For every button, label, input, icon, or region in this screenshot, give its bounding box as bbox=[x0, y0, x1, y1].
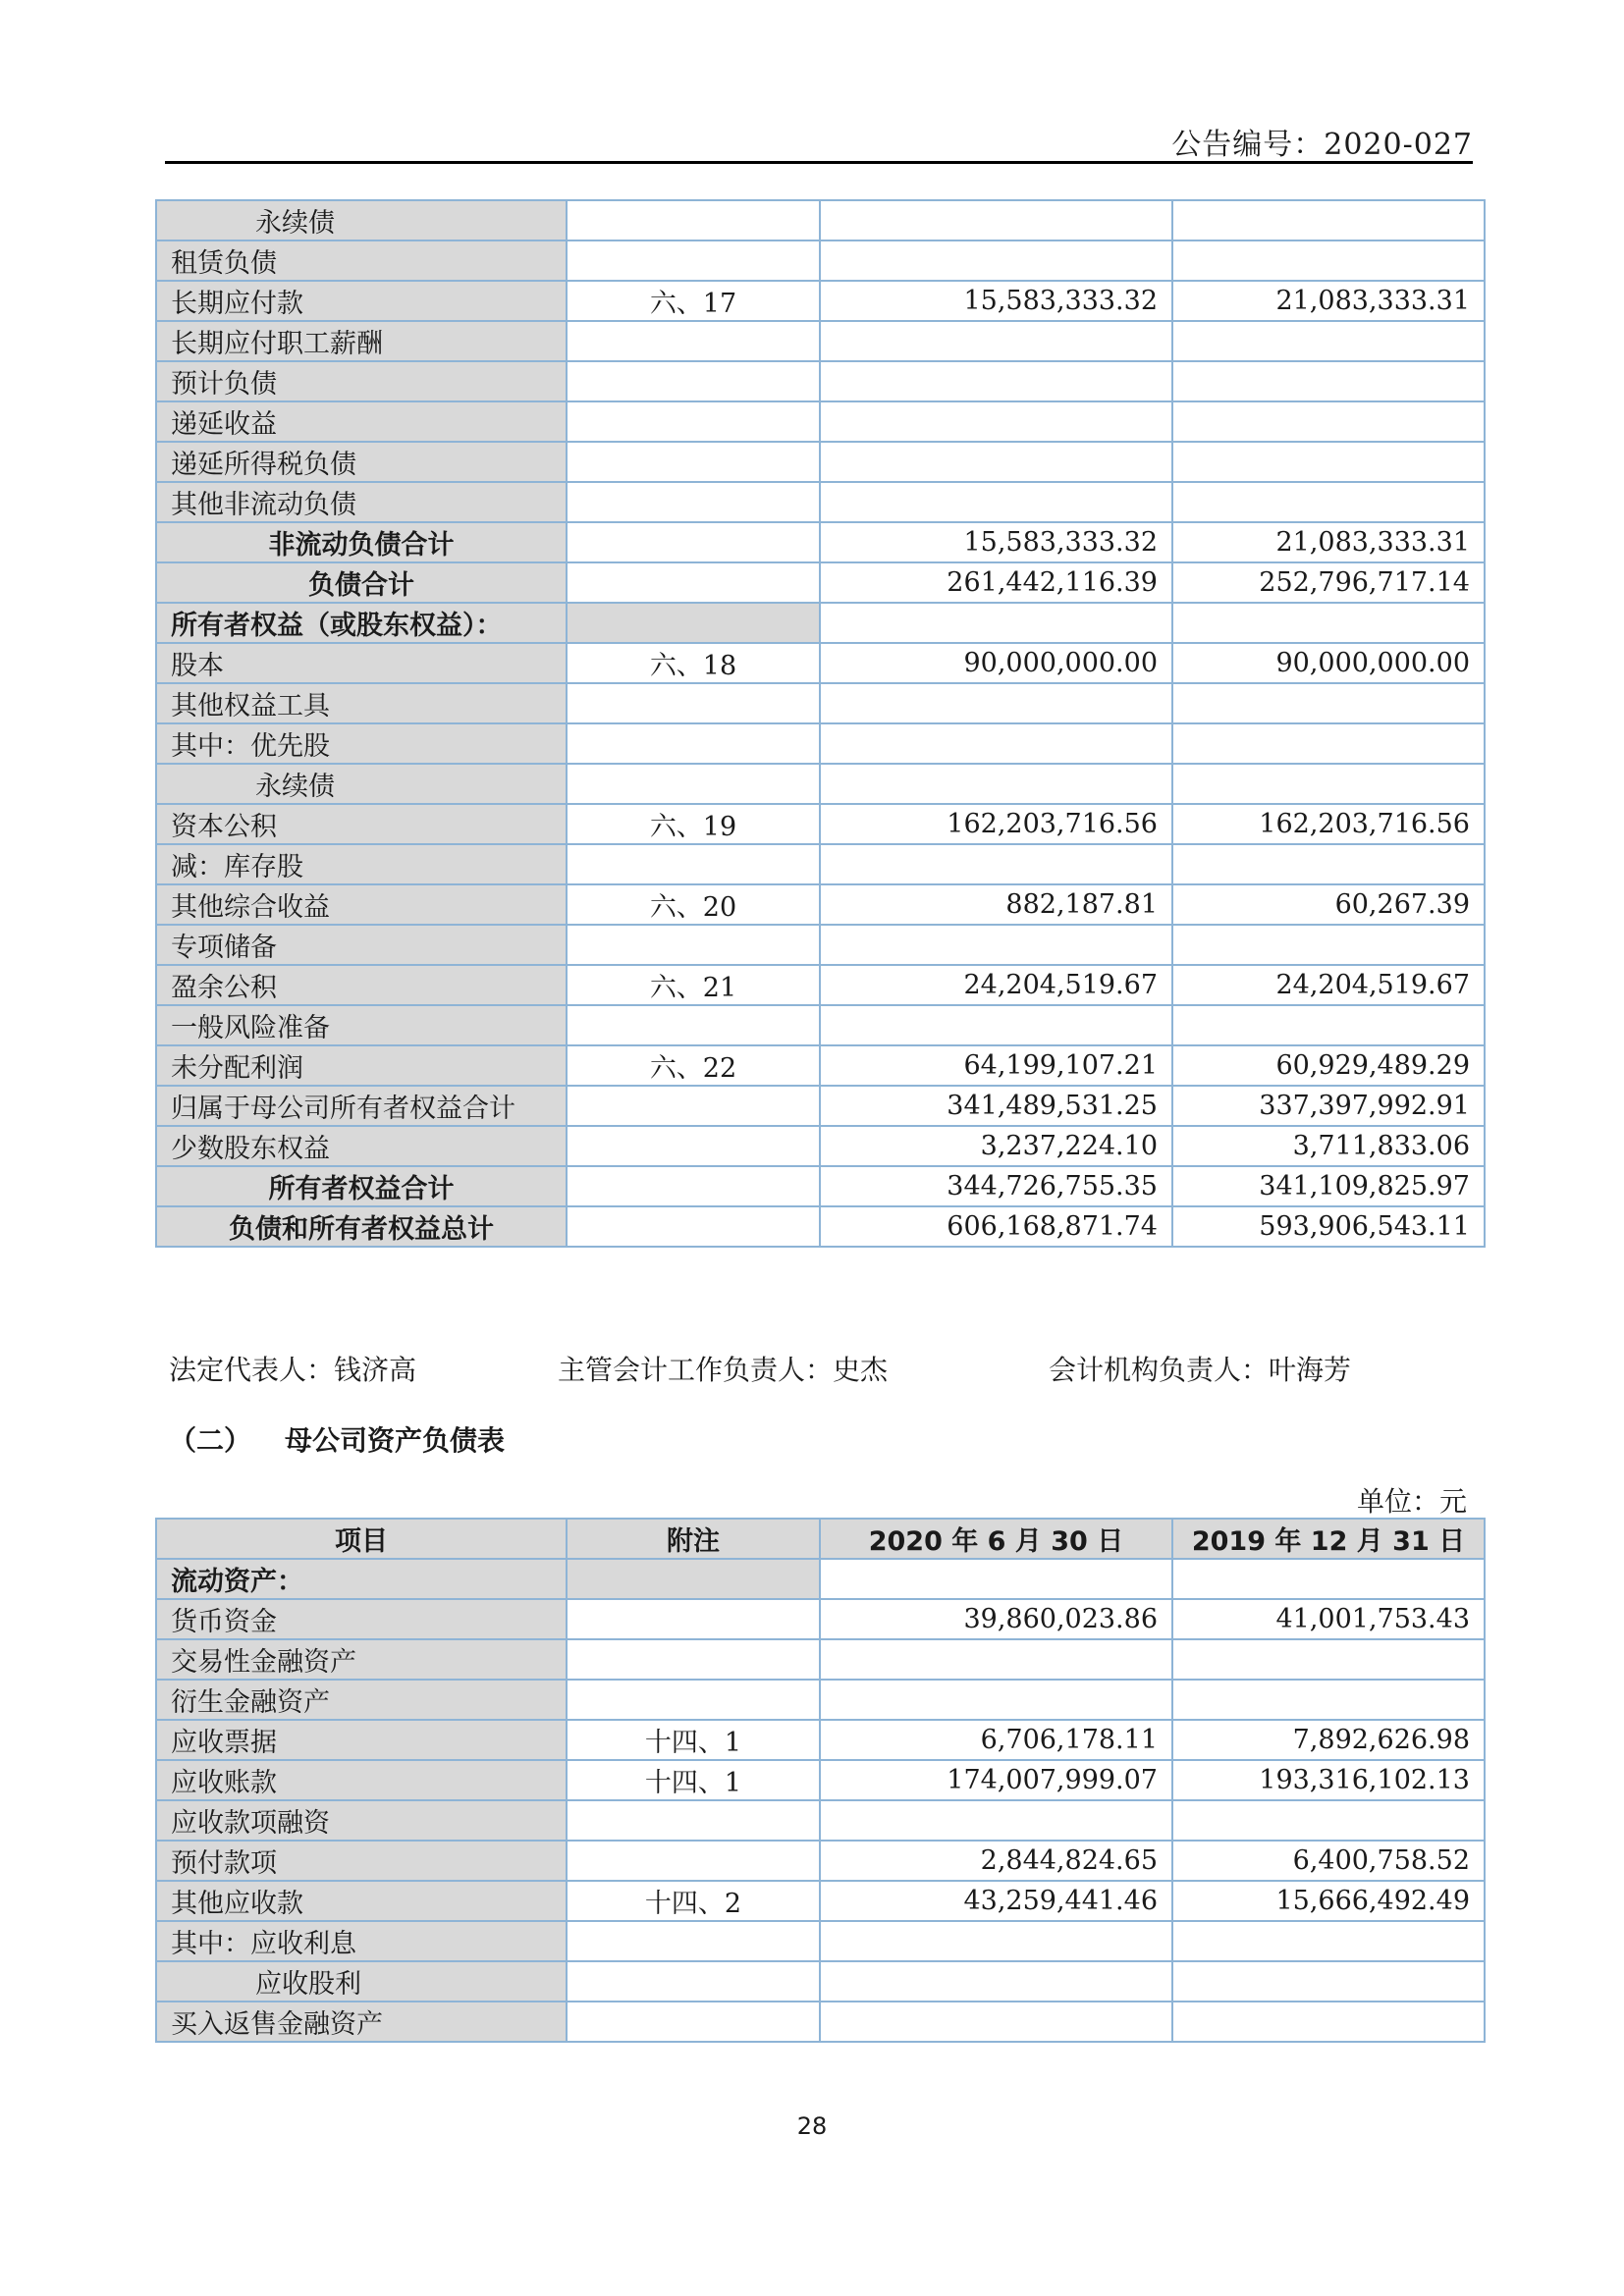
section-number: （二） bbox=[169, 1424, 252, 1457]
row-value-2020 bbox=[820, 442, 1172, 482]
row-item: 一般风险准备 bbox=[156, 1005, 567, 1045]
row-value-2019: 252,796,717.14 bbox=[1172, 562, 1485, 603]
header-rule bbox=[165, 161, 1473, 164]
table-row bbox=[156, 401, 1485, 442]
row-note bbox=[567, 522, 820, 562]
row-note: 六、22 bbox=[567, 1045, 820, 1086]
row-value-2020: 15,583,333.32 bbox=[820, 522, 1172, 562]
row-item: 负债合计 bbox=[156, 562, 567, 603]
unit-label: 单位：元 bbox=[1356, 1485, 1467, 1518]
row-value-2020 bbox=[820, 482, 1172, 522]
row-value-2019: 7,892,626.98 bbox=[1172, 1720, 1485, 1760]
row-item: 资本公积 bbox=[156, 804, 567, 844]
row-note bbox=[567, 683, 820, 723]
row-item: 其中：优先股 bbox=[156, 723, 567, 764]
row-note bbox=[567, 1086, 820, 1126]
row-value-2019: 337,397,992.91 bbox=[1172, 1086, 1485, 1126]
row-item: 长期应付款 bbox=[156, 281, 567, 321]
table-row bbox=[156, 925, 1485, 965]
row-item: 租赁负债 bbox=[156, 240, 567, 281]
table-row bbox=[156, 1599, 1485, 1639]
row-item: 衍生金融资产 bbox=[156, 1680, 567, 1720]
table-row bbox=[156, 1639, 1485, 1680]
row-value-2019 bbox=[1172, 925, 1485, 965]
table-row bbox=[156, 361, 1485, 401]
row-item: 归属于母公司所有者权益合计 bbox=[156, 1086, 567, 1126]
row-value-2019 bbox=[1172, 442, 1485, 482]
row-value-2019: 60,929,489.29 bbox=[1172, 1045, 1485, 1086]
table-row bbox=[156, 1720, 1485, 1760]
row-note bbox=[567, 200, 820, 240]
row-note: 十四、2 bbox=[567, 1881, 820, 1921]
row-value-2020 bbox=[820, 2002, 1172, 2042]
row-value-2019 bbox=[1172, 482, 1485, 522]
row-note: 六、21 bbox=[567, 965, 820, 1005]
row-value-2019: 24,204,519.67 bbox=[1172, 965, 1485, 1005]
row-item: 专项储备 bbox=[156, 925, 567, 965]
row-value-2019 bbox=[1172, 240, 1485, 281]
notice-number: 公告编号：2020-027 bbox=[1171, 128, 1473, 162]
header-note: 附注 bbox=[567, 1519, 820, 1559]
header-date-2020: 2020 年 6 月 30 日 bbox=[820, 1519, 1172, 1559]
table-row bbox=[156, 1921, 1485, 1961]
row-value-2019: 193,316,102.13 bbox=[1172, 1760, 1485, 1800]
row-note bbox=[567, 562, 820, 603]
row-value-2020: 15,583,333.32 bbox=[820, 281, 1172, 321]
table-row bbox=[156, 1961, 1485, 2002]
row-value-2020: 2,844,824.65 bbox=[820, 1841, 1172, 1881]
row-value-2020 bbox=[820, 1921, 1172, 1961]
row-value-2019: 341,109,825.97 bbox=[1172, 1166, 1485, 1206]
row-note bbox=[567, 1639, 820, 1680]
row-value-2019 bbox=[1172, 1005, 1485, 1045]
row-item: 负债和所有者权益总计 bbox=[156, 1206, 567, 1247]
row-item: 股本 bbox=[156, 643, 567, 683]
row-value-2019 bbox=[1172, 1559, 1485, 1599]
row-value-2019 bbox=[1172, 361, 1485, 401]
row-value-2020: 174,007,999.07 bbox=[820, 1760, 1172, 1800]
row-value-2020 bbox=[820, 723, 1172, 764]
row-note bbox=[567, 1680, 820, 1720]
row-note bbox=[567, 321, 820, 361]
table-row bbox=[156, 321, 1485, 361]
row-value-2020 bbox=[820, 764, 1172, 804]
row-value-2019 bbox=[1172, 1800, 1485, 1841]
total-row bbox=[156, 1206, 1485, 1247]
row-value-2019: 60,267.39 bbox=[1172, 884, 1485, 925]
row-value-2019 bbox=[1172, 844, 1485, 884]
row-value-2019 bbox=[1172, 764, 1485, 804]
row-value-2020: 43,259,441.46 bbox=[820, 1881, 1172, 1921]
table-row bbox=[156, 281, 1485, 321]
table-row bbox=[156, 1126, 1485, 1166]
row-value-2019 bbox=[1172, 321, 1485, 361]
row-item: 其中：应收利息 bbox=[156, 1921, 567, 1961]
row-value-2020: 341,489,531.25 bbox=[820, 1086, 1172, 1126]
row-item: 非流动负债合计 bbox=[156, 522, 567, 562]
row-value-2019 bbox=[1172, 723, 1485, 764]
row-item: 少数股东权益 bbox=[156, 1126, 567, 1166]
row-note bbox=[567, 1841, 820, 1881]
row-value-2020: 162,203,716.56 bbox=[820, 804, 1172, 844]
row-value-2020 bbox=[820, 1680, 1172, 1720]
row-value-2019: 162,203,716.56 bbox=[1172, 804, 1485, 844]
subtotal-row bbox=[156, 562, 1485, 603]
table-row bbox=[156, 1680, 1485, 1720]
section-title: 母公司资产负债表 bbox=[285, 1424, 506, 1457]
row-note bbox=[567, 240, 820, 281]
subtotal-row bbox=[156, 522, 1485, 562]
table-row bbox=[156, 723, 1485, 764]
row-item: 买入返售金融资产 bbox=[156, 2002, 567, 2042]
section-header-row bbox=[156, 1559, 1485, 1599]
row-value-2020 bbox=[820, 1961, 1172, 2002]
row-value-2020 bbox=[820, 1559, 1172, 1599]
row-value-2019 bbox=[1172, 603, 1485, 643]
row-note bbox=[567, 1126, 820, 1166]
row-note bbox=[567, 482, 820, 522]
row-value-2020: 90,000,000.00 bbox=[820, 643, 1172, 683]
row-item: 应收款项融资 bbox=[156, 1800, 567, 1841]
row-value-2019: 90,000,000.00 bbox=[1172, 643, 1485, 683]
row-value-2020: 39,860,023.86 bbox=[820, 1599, 1172, 1639]
row-value-2020 bbox=[820, 1005, 1172, 1045]
row-item: 交易性金融资产 bbox=[156, 1639, 567, 1680]
row-note: 六、20 bbox=[567, 884, 820, 925]
row-value-2020: 24,204,519.67 bbox=[820, 965, 1172, 1005]
row-value-2020: 606,168,871.74 bbox=[820, 1206, 1172, 1247]
row-value-2019 bbox=[1172, 1680, 1485, 1720]
row-note: 十四、1 bbox=[567, 1760, 820, 1800]
table-row bbox=[156, 884, 1485, 925]
accounting-head: 主管会计工作负责人：史杰 bbox=[558, 1354, 889, 1386]
row-note bbox=[567, 1005, 820, 1045]
section-heading bbox=[169, 1419, 505, 1459]
table-row bbox=[156, 844, 1485, 884]
row-note bbox=[567, 1961, 820, 2002]
row-value-2020 bbox=[820, 683, 1172, 723]
table-row bbox=[156, 764, 1485, 804]
row-note bbox=[567, 1166, 820, 1206]
row-value-2019: 41,001,753.43 bbox=[1172, 1599, 1485, 1639]
row-note: 六、17 bbox=[567, 281, 820, 321]
row-note bbox=[567, 1206, 820, 1247]
row-value-2020 bbox=[820, 240, 1172, 281]
row-item: 长期应付职工薪酬 bbox=[156, 321, 567, 361]
row-note bbox=[567, 1599, 820, 1639]
row-item: 其他综合收益 bbox=[156, 884, 567, 925]
row-item: 所有者权益（或股东权益）： bbox=[156, 603, 567, 643]
table-row bbox=[156, 643, 1485, 683]
row-item: 其他非流动负债 bbox=[156, 482, 567, 522]
row-value-2019: 6,400,758.52 bbox=[1172, 1841, 1485, 1881]
row-item: 未分配利润 bbox=[156, 1045, 567, 1086]
row-value-2020 bbox=[820, 401, 1172, 442]
row-value-2019 bbox=[1172, 401, 1485, 442]
row-item: 减：库存股 bbox=[156, 844, 567, 884]
consolidated-balance-sheet-table bbox=[155, 199, 1486, 1248]
row-value-2019 bbox=[1172, 1961, 1485, 2002]
row-note bbox=[567, 764, 820, 804]
table-row bbox=[156, 683, 1485, 723]
row-value-2020: 882,187.81 bbox=[820, 884, 1172, 925]
row-value-2019 bbox=[1172, 2002, 1485, 2042]
header-item: 项目 bbox=[156, 1519, 567, 1559]
subtotal-row bbox=[156, 1166, 1485, 1206]
row-item: 应收账款 bbox=[156, 1760, 567, 1800]
row-item: 永续债 bbox=[156, 200, 567, 240]
table-row bbox=[156, 1086, 1485, 1126]
table-row bbox=[156, 1881, 1485, 1921]
row-item: 流动资产： bbox=[156, 1559, 567, 1599]
row-value-2020: 344,726,755.35 bbox=[820, 1166, 1172, 1206]
row-note bbox=[567, 844, 820, 884]
table-row bbox=[156, 1841, 1485, 1881]
row-item: 应收票据 bbox=[156, 1720, 567, 1760]
table-row bbox=[156, 965, 1485, 1005]
table-row bbox=[156, 1760, 1485, 1800]
row-value-2020 bbox=[820, 603, 1172, 643]
row-value-2019 bbox=[1172, 1921, 1485, 1961]
row-note bbox=[567, 401, 820, 442]
row-item: 其他应收款 bbox=[156, 1881, 567, 1921]
row-value-2020 bbox=[820, 361, 1172, 401]
table-row bbox=[156, 482, 1485, 522]
table-row bbox=[156, 1045, 1485, 1086]
row-value-2019: 593,906,543.11 bbox=[1172, 1206, 1485, 1247]
table-row bbox=[156, 442, 1485, 482]
row-value-2020 bbox=[820, 1800, 1172, 1841]
row-item: 递延所得税负债 bbox=[156, 442, 567, 482]
row-item: 其他权益工具 bbox=[156, 683, 567, 723]
row-value-2020 bbox=[820, 844, 1172, 884]
row-item: 预付款项 bbox=[156, 1841, 567, 1881]
table-row bbox=[156, 2002, 1485, 2042]
legal-representative: 法定代表人：钱济高 bbox=[169, 1354, 417, 1386]
row-value-2020 bbox=[820, 200, 1172, 240]
table-row bbox=[156, 1800, 1485, 1841]
table-row bbox=[156, 200, 1485, 240]
row-value-2019 bbox=[1172, 200, 1485, 240]
row-note bbox=[567, 603, 820, 643]
row-value-2020 bbox=[820, 1639, 1172, 1680]
row-note: 十四、1 bbox=[567, 1720, 820, 1760]
row-note bbox=[567, 442, 820, 482]
row-note: 六、18 bbox=[567, 643, 820, 683]
row-value-2019: 15,666,492.49 bbox=[1172, 1881, 1485, 1921]
page-number: 28 bbox=[796, 2112, 828, 2140]
row-value-2019: 21,083,333.31 bbox=[1172, 281, 1485, 321]
row-item: 应收股利 bbox=[156, 1961, 567, 2002]
row-item: 预计负债 bbox=[156, 361, 567, 401]
row-note bbox=[567, 723, 820, 764]
row-note bbox=[567, 1921, 820, 1961]
row-item: 货币资金 bbox=[156, 1599, 567, 1639]
row-value-2019: 3,711,833.06 bbox=[1172, 1126, 1485, 1166]
section-header-row bbox=[156, 603, 1485, 643]
accounting-org-head: 会计机构负责人：叶海芳 bbox=[1049, 1354, 1352, 1386]
table-row bbox=[156, 240, 1485, 281]
row-note: 六、19 bbox=[567, 804, 820, 844]
row-value-2020: 3,237,224.10 bbox=[820, 1126, 1172, 1166]
row-note bbox=[567, 1800, 820, 1841]
row-value-2020 bbox=[820, 925, 1172, 965]
row-note bbox=[567, 361, 820, 401]
row-value-2020: 261,442,116.39 bbox=[820, 562, 1172, 603]
row-note bbox=[567, 1559, 820, 1599]
table-header-row bbox=[156, 1519, 1485, 1559]
row-item: 递延收益 bbox=[156, 401, 567, 442]
row-value-2020 bbox=[820, 321, 1172, 361]
row-item: 所有者权益合计 bbox=[156, 1166, 567, 1206]
row-value-2019 bbox=[1172, 1639, 1485, 1680]
table-row bbox=[156, 1005, 1485, 1045]
parent-balance-sheet-table bbox=[155, 1518, 1486, 2043]
table-row bbox=[156, 804, 1485, 844]
row-value-2019: 21,083,333.31 bbox=[1172, 522, 1485, 562]
header-date-2019: 2019 年 12 月 31 日 bbox=[1172, 1519, 1485, 1559]
row-value-2020: 6,706,178.11 bbox=[820, 1720, 1172, 1760]
row-value-2019 bbox=[1172, 683, 1485, 723]
row-note bbox=[567, 925, 820, 965]
row-note bbox=[567, 2002, 820, 2042]
row-item: 盈余公积 bbox=[156, 965, 567, 1005]
row-value-2020: 64,199,107.21 bbox=[820, 1045, 1172, 1086]
row-item: 永续债 bbox=[156, 764, 567, 804]
